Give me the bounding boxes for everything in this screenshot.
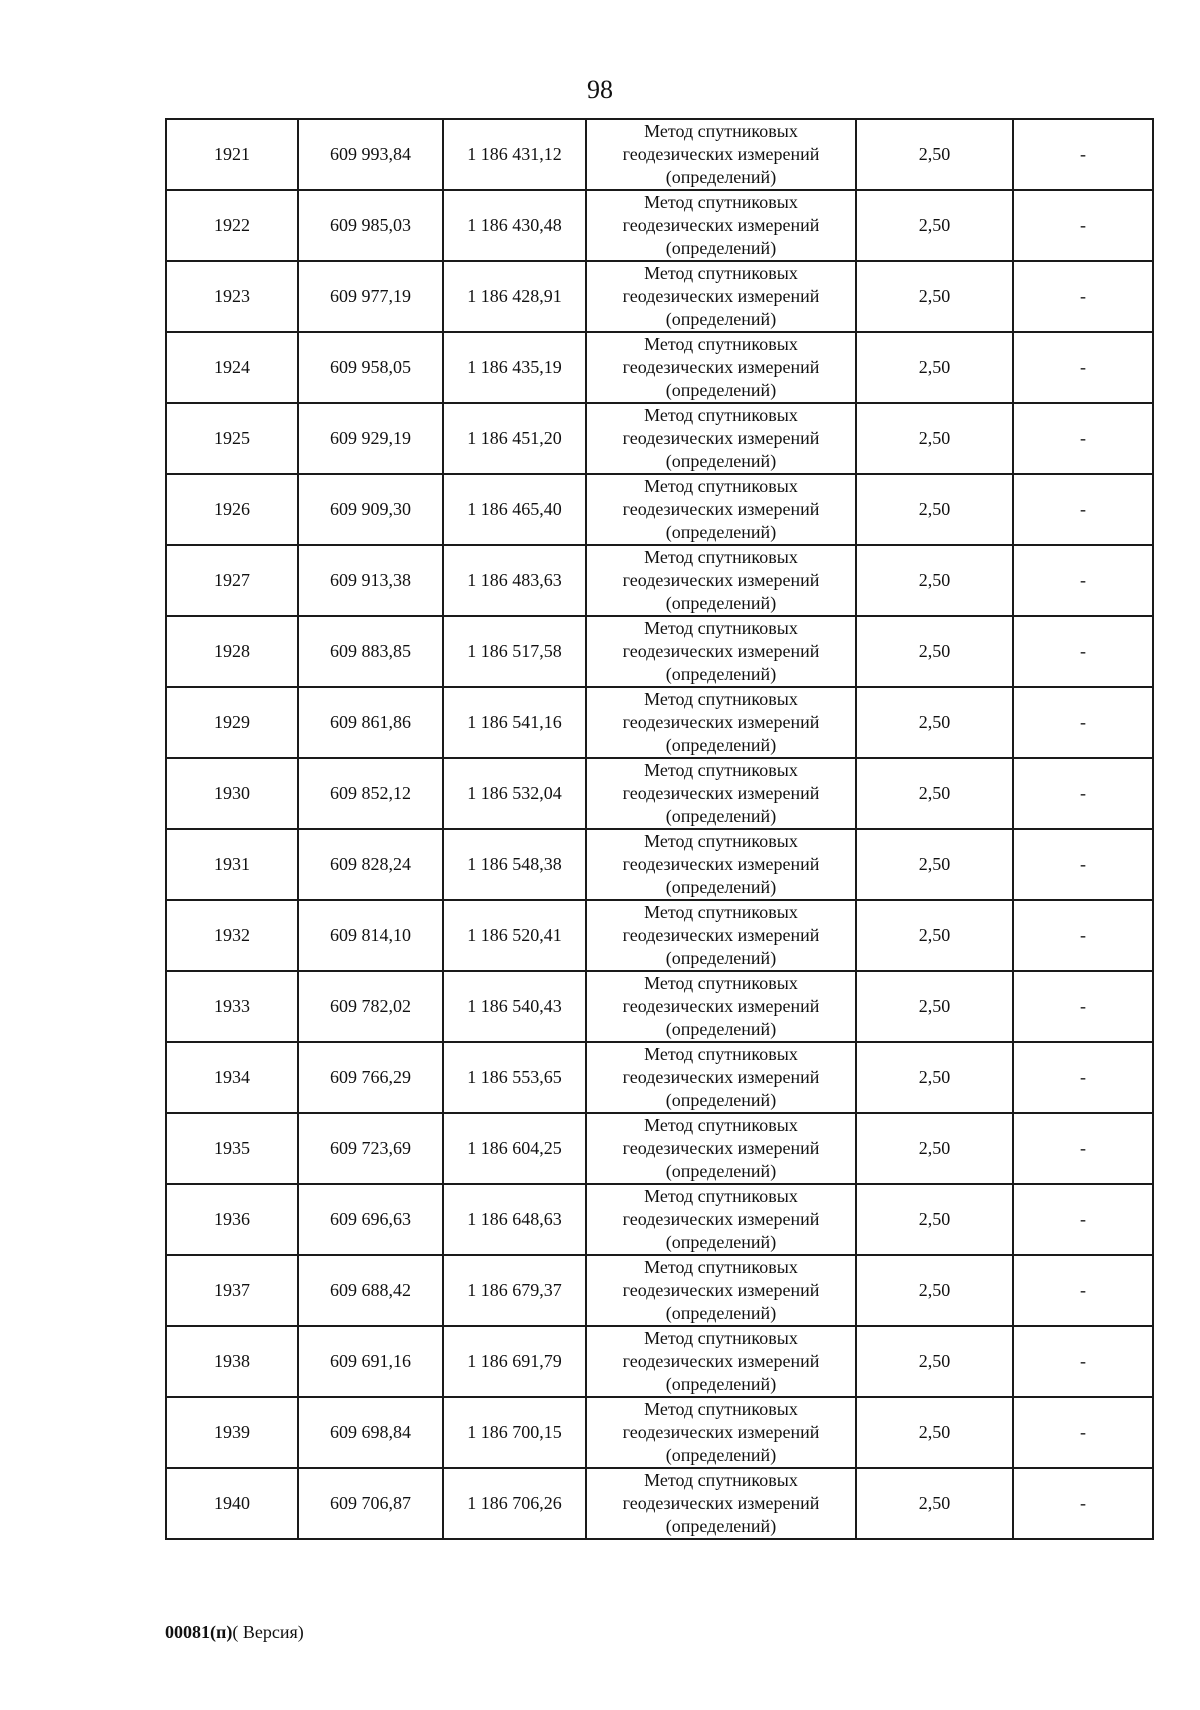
table-row [166,971,1153,1042]
description-cell: - [1013,758,1153,829]
description-cell: - [1013,190,1153,261]
y-coordinate-cell: 1 186 604,25 [443,1113,586,1184]
point-number-cell: 1939 [166,1397,298,1468]
method-line: Метод спутниковых [644,902,798,922]
table-row [166,1184,1153,1255]
method-line: Метод спутниковых [644,1186,798,1206]
method-cell [586,900,856,971]
x-coordinate-cell: 609 688,42 [298,1255,443,1326]
x-coordinate-cell: 609 861,86 [298,687,443,758]
description-cell: - [1013,1255,1153,1326]
accuracy-cell: 2,50 [856,1397,1013,1468]
y-coordinate-cell: 1 186 520,41 [443,900,586,971]
point-number-cell: 1928 [166,616,298,687]
method-line: геодезических измерений [622,428,820,448]
method-line: (определений) [665,1303,777,1323]
y-coordinate-cell: 1 186 679,37 [443,1255,586,1326]
point-number-cell: 1932 [166,900,298,971]
method-cell [586,1113,856,1184]
y-coordinate-cell: 1 186 451,20 [443,403,586,474]
method-cell [586,1397,856,1468]
description-cell: - [1013,1326,1153,1397]
point-number-cell: 1923 [166,261,298,332]
accuracy-cell: 2,50 [856,1255,1013,1326]
method-line: (определений) [665,380,777,400]
x-coordinate-cell: 609 958,05 [298,332,443,403]
method-cell [586,119,856,190]
y-coordinate-cell: 1 186 465,40 [443,474,586,545]
method-line: геодезических измерений [622,641,820,661]
x-coordinate-cell: 609 852,12 [298,758,443,829]
table-row [166,900,1153,971]
table-row [166,1468,1153,1539]
accuracy-cell: 2,50 [856,971,1013,1042]
method-line: геодезических измерений [622,854,820,874]
description-cell: - [1013,261,1153,332]
y-coordinate-cell: 1 186 691,79 [443,1326,586,1397]
description-cell: - [1013,474,1153,545]
table-row [166,1326,1153,1397]
description-cell: - [1013,971,1153,1042]
description-cell: - [1013,332,1153,403]
accuracy-cell: 2,50 [856,1184,1013,1255]
table-row [166,403,1153,474]
description-cell: - [1013,403,1153,474]
description-cell: - [1013,545,1153,616]
method-cell [586,190,856,261]
point-number-cell: 1933 [166,971,298,1042]
method-cell [586,261,856,332]
point-number-cell: 1931 [166,829,298,900]
method-line: Метод спутниковых [644,334,798,354]
method-line: Метод спутниковых [644,192,798,212]
method-line: Метод спутниковых [644,1257,798,1277]
method-line: геодезических измерений [622,357,820,377]
table-row [166,545,1153,616]
x-coordinate-cell: 609 913,38 [298,545,443,616]
y-coordinate-cell: 1 186 431,12 [443,119,586,190]
method-line: (определений) [665,664,777,684]
table-row [166,332,1153,403]
method-line: (определений) [665,877,777,897]
method-line: геодезических измерений [622,925,820,945]
method-line: геодезических измерений [622,712,820,732]
table-row [166,119,1153,190]
table-row [166,261,1153,332]
x-coordinate-cell: 609 977,19 [298,261,443,332]
method-line: Метод спутниковых [644,1470,798,1490]
method-line: (определений) [665,1232,777,1252]
document-code: 00081(п) [165,1622,233,1642]
point-number-cell: 1935 [166,1113,298,1184]
accuracy-cell: 2,50 [856,119,1013,190]
accuracy-cell: 2,50 [856,190,1013,261]
method-line: (определений) [665,167,777,187]
point-number-cell: 1921 [166,119,298,190]
method-line: (определений) [665,238,777,258]
accuracy-cell: 2,50 [856,474,1013,545]
point-number-cell: 1936 [166,1184,298,1255]
method-line: геодезических измерений [622,215,820,235]
document-version: ( Версия) [232,1622,304,1642]
x-coordinate-cell: 609 814,10 [298,900,443,971]
method-line: геодезических измерений [622,1351,820,1371]
method-line: (определений) [665,806,777,826]
method-cell [586,1468,856,1539]
table-row [166,616,1153,687]
method-line: (определений) [665,1445,777,1465]
y-coordinate-cell: 1 186 706,26 [443,1468,586,1539]
method-line: геодезических измерений [622,783,820,803]
method-line: Метод спутниковых [644,405,798,425]
method-line: Метод спутниковых [644,476,798,496]
accuracy-cell: 2,50 [856,900,1013,971]
description-cell: - [1013,1468,1153,1539]
method-line: геодезических измерений [622,570,820,590]
y-coordinate-cell: 1 186 483,63 [443,545,586,616]
description-cell: - [1013,1397,1153,1468]
method-line: Метод спутниковых [644,1399,798,1419]
accuracy-cell: 2,50 [856,403,1013,474]
method-line: (определений) [665,451,777,471]
method-line: (определений) [665,1516,777,1536]
y-coordinate-cell: 1 186 648,63 [443,1184,586,1255]
point-number-cell: 1929 [166,687,298,758]
point-number-cell: 1940 [166,1468,298,1539]
method-cell [586,758,856,829]
y-coordinate-cell: 1 186 553,65 [443,1042,586,1113]
method-cell [586,687,856,758]
accuracy-cell: 2,50 [856,261,1013,332]
method-line: геодезических измерений [622,499,820,519]
method-line: Метод спутниковых [644,1328,798,1348]
method-cell [586,1326,856,1397]
method-line: (определений) [665,948,777,968]
method-line: геодезических измерений [622,1493,820,1513]
method-line: геодезических измерений [622,1067,820,1087]
point-number-cell: 1927 [166,545,298,616]
accuracy-cell: 2,50 [856,1113,1013,1184]
accuracy-cell: 2,50 [856,616,1013,687]
x-coordinate-cell: 609 723,69 [298,1113,443,1184]
accuracy-cell: 2,50 [856,545,1013,616]
method-line: (определений) [665,1161,777,1181]
x-coordinate-cell: 609 766,29 [298,1042,443,1113]
table-row [166,1042,1153,1113]
table-row [166,190,1153,261]
description-cell: - [1013,829,1153,900]
method-line: Метод спутниковых [644,1044,798,1064]
method-line: Метод спутниковых [644,121,798,141]
point-number-cell: 1930 [166,758,298,829]
y-coordinate-cell: 1 186 517,58 [443,616,586,687]
x-coordinate-cell: 609 985,03 [298,190,443,261]
method-line: (определений) [665,522,777,542]
method-cell [586,1255,856,1326]
document-version-footer [165,1620,304,1644]
method-line: геодезических измерений [622,286,820,306]
method-line: (определений) [665,1019,777,1039]
method-line: геодезических измерений [622,144,820,164]
x-coordinate-cell: 609 909,30 [298,474,443,545]
x-coordinate-cell: 609 782,02 [298,971,443,1042]
method-line: Метод спутниковых [644,618,798,638]
method-line: (определений) [665,593,777,613]
point-number-cell: 1937 [166,1255,298,1326]
method-line: геодезических измерений [622,996,820,1016]
description-cell: - [1013,687,1153,758]
table-row [166,829,1153,900]
method-line: Метод спутниковых [644,831,798,851]
x-coordinate-cell: 609 883,85 [298,616,443,687]
method-cell [586,971,856,1042]
method-line: (определений) [665,735,777,755]
method-line: Метод спутниковых [644,760,798,780]
accuracy-cell: 2,50 [856,332,1013,403]
method-line: (определений) [665,1374,777,1394]
point-number-cell: 1925 [166,403,298,474]
method-line: Метод спутниковых [644,1115,798,1135]
description-cell: - [1013,1184,1153,1255]
table-body [166,119,1153,1539]
description-cell: - [1013,1042,1153,1113]
method-line: Метод спутниковых [644,973,798,993]
method-cell [586,403,856,474]
method-line: геодезических измерений [622,1280,820,1300]
method-line: (определений) [665,309,777,329]
y-coordinate-cell: 1 186 428,91 [443,261,586,332]
accuracy-cell: 2,50 [856,687,1013,758]
accuracy-cell: 2,50 [856,1468,1013,1539]
table-row [166,1255,1153,1326]
description-cell: - [1013,900,1153,971]
method-cell [586,1184,856,1255]
method-line: геодезических измерений [622,1422,820,1442]
description-cell: - [1013,119,1153,190]
y-coordinate-cell: 1 186 548,38 [443,829,586,900]
table-row [166,1397,1153,1468]
y-coordinate-cell: 1 186 700,15 [443,1397,586,1468]
y-coordinate-cell: 1 186 541,16 [443,687,586,758]
description-cell: - [1013,616,1153,687]
x-coordinate-cell: 609 691,16 [298,1326,443,1397]
method-line: Метод спутниковых [644,263,798,283]
y-coordinate-cell: 1 186 540,43 [443,971,586,1042]
table-row [166,758,1153,829]
point-number-cell: 1934 [166,1042,298,1113]
table-row [166,474,1153,545]
description-cell: - [1013,1113,1153,1184]
method-cell [586,474,856,545]
table-row [166,687,1153,758]
x-coordinate-cell: 609 706,87 [298,1468,443,1539]
method-line: геодезических измерений [622,1209,820,1229]
method-cell [586,616,856,687]
y-coordinate-cell: 1 186 430,48 [443,190,586,261]
point-number-cell: 1922 [166,190,298,261]
x-coordinate-cell: 609 696,63 [298,1184,443,1255]
point-number-cell: 1938 [166,1326,298,1397]
accuracy-cell: 2,50 [856,1042,1013,1113]
x-coordinate-cell: 609 993,84 [298,119,443,190]
point-number-cell: 1926 [166,474,298,545]
x-coordinate-cell: 609 698,84 [298,1397,443,1468]
table-row [166,1113,1153,1184]
page-number: 98 [587,75,613,104]
method-cell [586,1042,856,1113]
method-cell [586,332,856,403]
accuracy-cell: 2,50 [856,829,1013,900]
x-coordinate-cell: 609 929,19 [298,403,443,474]
method-line: Метод спутниковых [644,689,798,709]
method-line: (определений) [665,1090,777,1110]
method-line: Метод спутниковых [644,547,798,567]
coordinates-table [165,118,1154,1540]
method-cell [586,545,856,616]
accuracy-cell: 2,50 [856,1326,1013,1397]
method-line: геодезических измерений [622,1138,820,1158]
x-coordinate-cell: 609 828,24 [298,829,443,900]
method-cell [586,829,856,900]
point-number-cell: 1924 [166,332,298,403]
accuracy-cell: 2,50 [856,758,1013,829]
y-coordinate-cell: 1 186 435,19 [443,332,586,403]
y-coordinate-cell: 1 186 532,04 [443,758,586,829]
